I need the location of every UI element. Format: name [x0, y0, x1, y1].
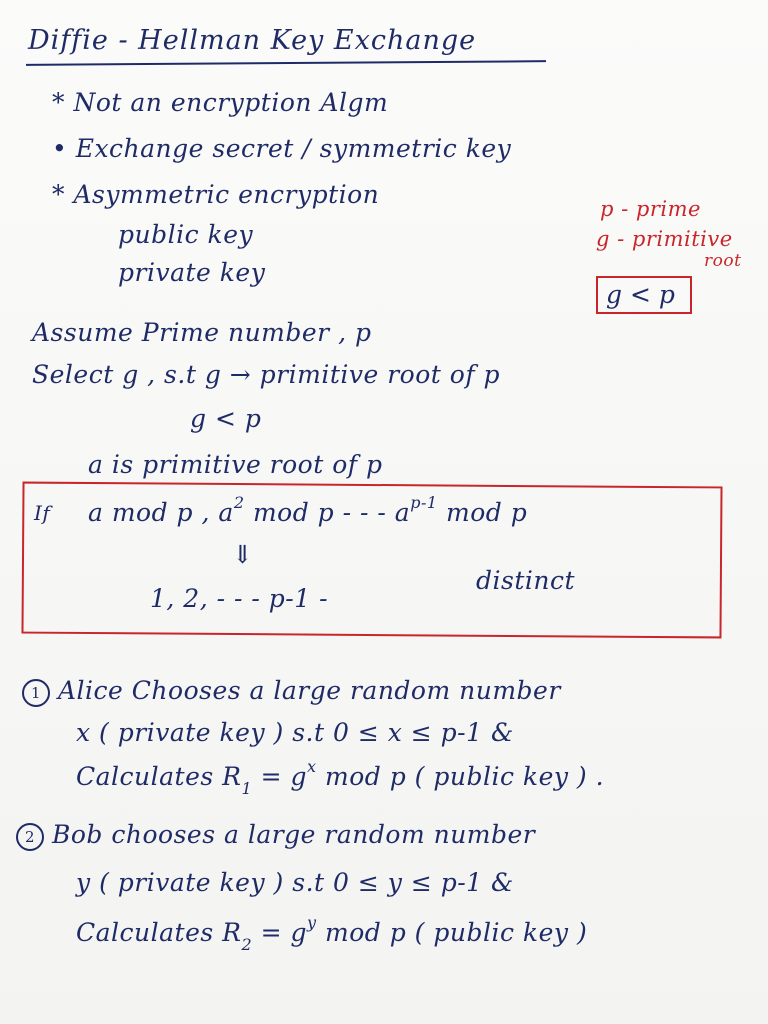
legend-p-prime: p - prime	[600, 197, 701, 221]
assume-line: Assume Prime number , p	[32, 318, 372, 347]
step-bob-line1	[16, 820, 535, 851]
alice-r-subscript: 1	[241, 779, 253, 798]
public-key-text: public key	[118, 220, 254, 249]
step-alice-line1	[22, 676, 561, 707]
bullet-asymmetric: * Asymmetric encryption	[52, 180, 380, 209]
condition-powers-line	[88, 493, 528, 531]
bob-calc-a: Calculates R	[76, 918, 242, 947]
private-key-text: private key	[118, 258, 266, 287]
a-primitive-line: a is primitive root of p	[88, 450, 383, 479]
step-number-2: 2	[16, 823, 44, 851]
legend-g-primitive: g - primitive	[596, 227, 733, 251]
a-mod-p: a mod p ,	[88, 498, 210, 527]
if-label: If	[34, 501, 51, 525]
select-line: Select g , s.t g → primitive root of p	[32, 360, 501, 389]
bullet-exchange-key: • Exchange secret / symmetric key	[52, 134, 512, 163]
alice-exponent: x	[307, 757, 317, 776]
title-underline	[26, 60, 546, 66]
alice-chooses: Alice Chooses a large random number	[58, 676, 561, 705]
alice-calc-a: Calculates R	[76, 762, 242, 791]
exp-p-minus-1: p-1	[410, 493, 438, 512]
bob-calc-c: mod p ( public key )	[316, 918, 588, 947]
alice-calc-c: mod p ( public key ) .	[316, 762, 605, 791]
bob-r-subscript: 2	[241, 935, 253, 954]
bullet-not-encryption: * Not an encryption Algm	[52, 88, 389, 117]
bob-exponent: y	[307, 913, 317, 932]
g-lt-p-box-text: g < p	[606, 280, 675, 309]
residues-line: 1, 2, - - - p-1 -	[150, 584, 329, 613]
step-bob-line3	[76, 913, 588, 954]
step-alice-line3	[76, 757, 605, 798]
g-lt-p-box	[596, 276, 692, 314]
step-alice-line2: x ( private key ) s.t 0 ≤ x ≤ p-1 &	[76, 718, 514, 747]
mod-p-dots-a: mod p - - - a	[244, 498, 411, 527]
bob-chooses: Bob chooses a large random number	[52, 820, 536, 849]
final-mod-p: mod p	[437, 498, 528, 527]
a-squared: a	[218, 498, 234, 527]
exp-2: 2	[233, 493, 245, 512]
legend-root: root	[704, 251, 742, 271]
down-arrow-icon: ⇓	[232, 540, 254, 569]
g-less-than-p: g < p	[190, 404, 262, 433]
bob-calc-b: = g	[252, 918, 308, 947]
distinct-word: distinct	[476, 566, 576, 595]
note-title: Diffie - Hellman Key Exchange	[28, 25, 477, 56]
alice-calc-b: = g	[252, 762, 308, 791]
step-bob-line2: y ( private key ) s.t 0 ≤ y ≤ p-1 &	[76, 868, 514, 897]
step-number-1: 1	[22, 679, 50, 707]
